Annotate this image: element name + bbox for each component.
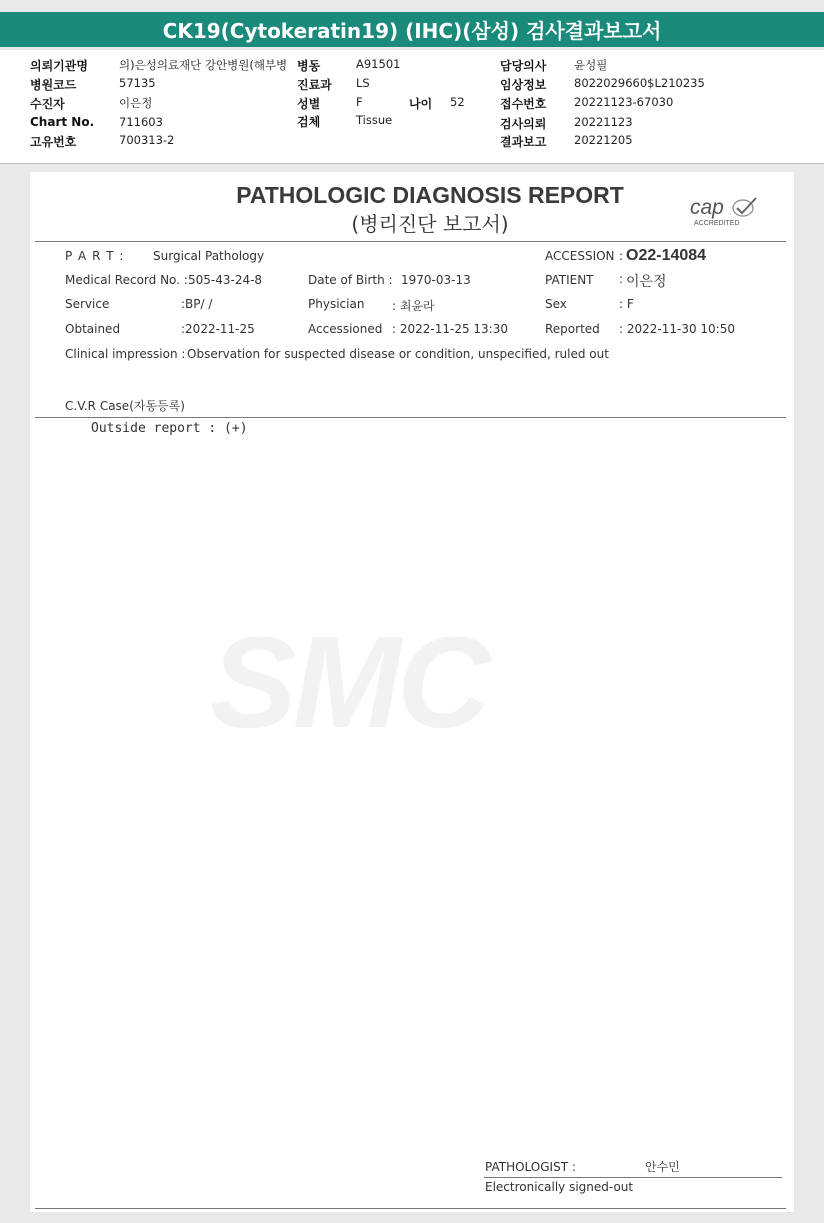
reported-label: Reported [545,322,600,336]
service-value: :BP/ / [181,297,213,311]
part-label: P A R T : [65,249,125,263]
specimen-value: Tissue [356,113,393,127]
clinical-info-value: 8022029660$L210235 [574,76,705,90]
accessioned-label: Accessioned [308,322,383,336]
doctor-label: 담당의사 [500,59,547,73]
dob-label: Date of Birth : [308,273,393,287]
patient-label: 수진자 [30,97,65,111]
checkmark-icon [732,196,758,218]
age-label: 나이 [409,97,433,111]
mrn-value: 505-43-24-8 [188,273,263,287]
patient-value: 이은정 [119,96,153,110]
pathologist-value: 안수민 [645,1160,680,1174]
pathologist-label: PATHOLOGIST : [485,1160,576,1174]
obtained-value: :2022-11-25 [181,322,255,336]
accessioned-value: : 2022-11-25 13:30 [392,322,508,336]
divider-top [35,241,786,242]
dept-value: LS [356,76,370,90]
report-page [30,172,794,1212]
chart-no-value: 711603 [119,115,163,129]
signature-line [484,1177,782,1178]
physician-value: : 최윤라 [392,299,435,313]
clinical-impression-value: Observation for suspected disease or condition, unspecified, ruled out [187,347,609,361]
part-value: Surgical Pathology [153,249,265,263]
request-date-value: 20221123 [574,115,633,129]
cap-logo-subtext: ACCREDITED [694,220,740,227]
age-value: 52 [450,95,465,109]
request-date-label: 검사의뢰 [500,117,547,131]
receipt-label: 접수번호 [500,97,547,111]
dept-label: 진료과 [297,78,332,92]
smc-watermark: SMC [210,609,487,755]
hospital-code-label: 병원코드 [30,78,77,92]
institution-value: 의)은성의료재단 강안병원(해부병 [119,58,288,72]
obtained-label: Obtained [65,322,121,336]
specimen-label: 검체 [297,115,321,129]
cvr-case: C.V.R Case(자동등록) [65,399,185,413]
accession-value: O22-14084 [626,247,707,264]
divider-middle [35,417,786,418]
hospital-code-value: 57135 [119,76,156,90]
clinical-impression-label: Clinical impression : [65,347,186,361]
clinical-info-label: 임상정보 [500,78,547,92]
unique-no-label: 고유번호 [30,135,77,149]
patient-label: PATIENT [545,273,594,287]
page-bottom-margin [0,1213,824,1223]
divider-bottom [35,1208,786,1209]
ward-label: 병동 [297,59,321,73]
accession-colon: : [619,249,624,263]
sex-value: : F [619,297,634,311]
ward-value: A91501 [356,57,401,71]
mrn-label: Medical Record No. : [65,273,188,287]
cap-accredited-logo [690,196,760,232]
institution-label: 의뢰기관명 [30,59,88,73]
unique-no-value: 700313-2 [119,133,175,147]
accession-label: ACCESSION [545,249,615,263]
request-info-header [0,50,824,164]
service-label: Service [65,297,110,311]
sex-value: F [356,95,363,109]
dob-value: 1970-03-13 [401,273,471,287]
reported-value: : 2022-11-30 10:50 [619,322,735,336]
report-subtitle: (병리진단 보고서) [351,212,509,236]
chart-no-label: Chart No. [30,115,95,129]
report-main-title: PATHOLOGIC DIAGNOSIS REPORT [236,182,624,208]
sex-label: Sex [545,297,567,311]
sex-label: 성별 [297,97,321,111]
patient-value: 이은정 [626,274,667,290]
patient-colon: : [619,272,624,286]
report-title: CK19(Cytokeratin19) (IHC)(삼성) 검사결과보고서 [0,12,824,47]
signed-out-note: Electronically signed-out [485,1180,634,1194]
cap-logo-text: cap [690,196,724,219]
physician-label: Physician [308,297,365,311]
result-date-value: 20221205 [574,133,633,147]
result-date-label: 결과보고 [500,135,547,149]
receipt-value: 20221123-67030 [574,95,674,109]
doctor-value: 윤성필 [574,58,608,72]
outside-report: Outside report : (+) [91,421,248,436]
